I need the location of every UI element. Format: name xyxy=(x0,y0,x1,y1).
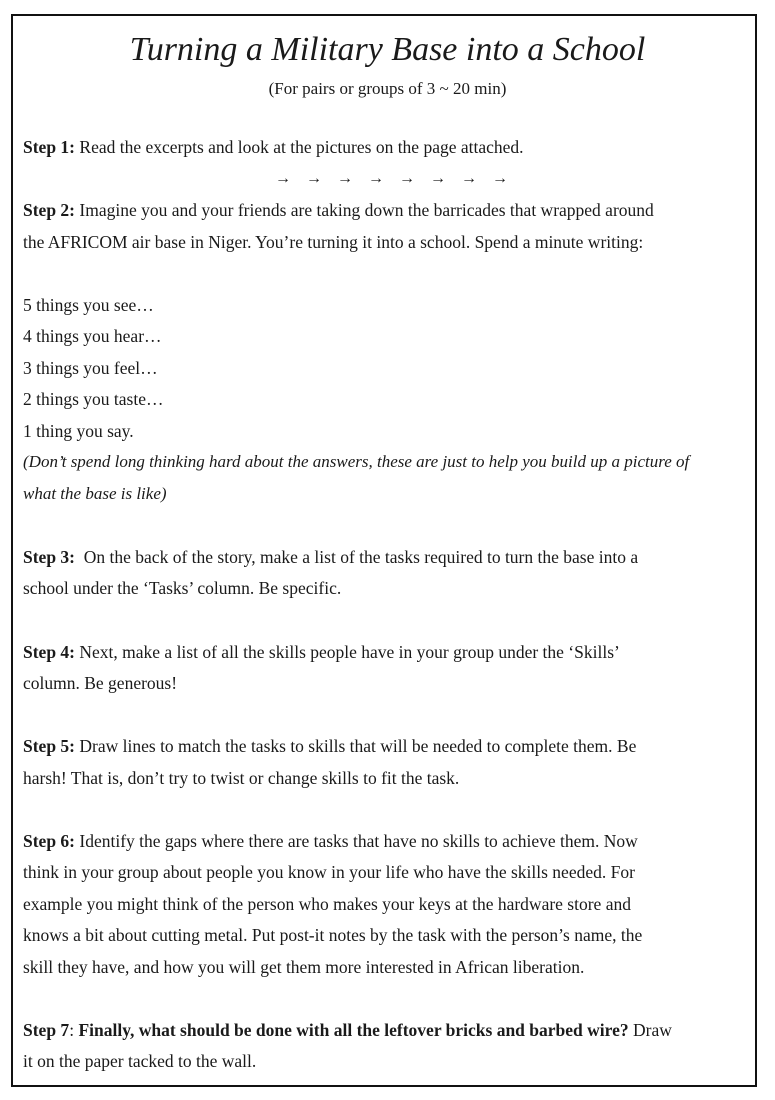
step-3-label: Step 3: xyxy=(23,547,76,567)
step-2-line-2: the AFRICOM air base in Niger. You’re turning it into a school. Spend a minute writing: xyxy=(23,232,644,252)
step-7-colon: : xyxy=(69,1020,79,1040)
step-6-line-3: example you might think of the person who makes your keys at the hardware store and xyxy=(23,894,631,914)
step-7-line-2: it on the paper tacked to the wall. xyxy=(23,1051,257,1071)
step-7-label: Step 7 xyxy=(23,1020,70,1040)
step-7-line-1 xyxy=(23,1018,672,1042)
step-6-line-5: skill they have, and how you will get them more interested in African liberation. xyxy=(23,957,585,977)
step-5-text: Draw lines to match the tasks to skills that will be needed to complete them. Be xyxy=(75,736,637,756)
step-4-text: Next, make a list of all the skills people have in your group under the ‘Skills’ xyxy=(75,642,620,662)
step-1-label: Step 1: xyxy=(23,137,76,157)
sense-item-feel: 3 things you feel… xyxy=(23,358,158,378)
step-1-text: Read the excerpts and look at the pictures on the page attached. xyxy=(75,137,524,157)
step-2-label: Step 2: xyxy=(23,200,76,220)
step-2-note-line-1: (Don’t spend long thinking hard about the answers, these are just to help you build up a picture of xyxy=(23,452,690,471)
step-3-line-2: school under the ‘Tasks’ column. Be specific. xyxy=(23,578,342,598)
step-4-line-2: column. Be generous! xyxy=(23,673,178,693)
step-2-text: Imagine you and your friends are taking down the barricades that wrapped around xyxy=(75,200,654,220)
arrow-row: → → → → → → → → xyxy=(275,170,508,187)
page-subtitle: (For pairs or groups of 3 ~ 20 min) xyxy=(268,79,507,98)
step-5-label: Step 5: xyxy=(23,736,76,756)
step-6-line-2: think in your group about people you know in your life who have the skills needed. For xyxy=(23,862,635,882)
step-2-line-1 xyxy=(23,198,654,222)
step-7-question: Finally, what should be done with all the leftover bricks and barbed wire? xyxy=(78,1020,629,1040)
sense-item-see: 5 things you see… xyxy=(23,295,154,315)
step-4-label: Step 4: xyxy=(23,642,76,662)
step-6-line-1 xyxy=(23,829,638,853)
step-3-line-1 xyxy=(23,545,638,569)
step-5-line-1 xyxy=(23,734,636,758)
sense-item-say: 1 thing you say. xyxy=(23,421,134,441)
step-3-text: On the back of the story, make a list of the tasks required to turn the base into a xyxy=(75,547,639,567)
step-6-label: Step 6: xyxy=(23,831,76,851)
page-title: Turning a Military Base into a School xyxy=(129,31,646,68)
step-6-text: Identify the gaps where there are tasks that have no skills to achieve them. Now xyxy=(75,831,638,851)
step-2-note-line-2: what the base is like) xyxy=(23,484,167,503)
step-1 xyxy=(23,135,524,159)
sense-item-taste: 2 things you taste… xyxy=(23,389,164,409)
step-7-text: Draw xyxy=(628,1020,672,1040)
step-4-line-1 xyxy=(23,640,620,664)
step-5-line-2: harsh! That is, don’t try to twist or change skills to fit the task. xyxy=(23,768,460,788)
sense-item-hear: 4 things you hear… xyxy=(23,326,162,346)
step-6-line-4: knows a bit about cutting metal. Put post-it notes by the task with the person’s name, the xyxy=(23,925,643,945)
